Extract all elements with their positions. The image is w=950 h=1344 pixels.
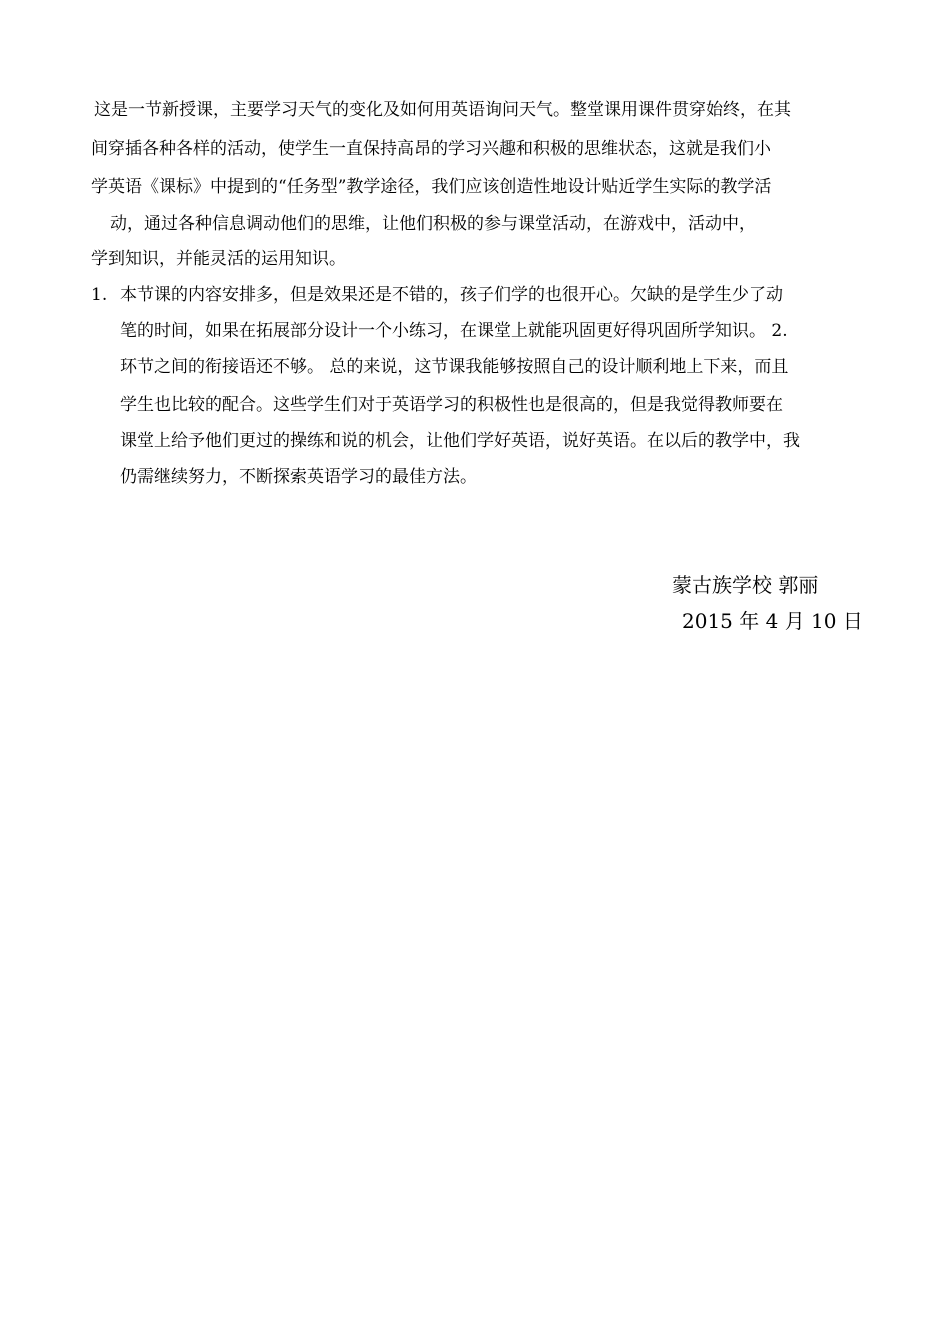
list-number: 1. [91,285,108,305]
list-line-3: 环节之间的衔接语还不够。 总的来说，这节课我能够按照自己的设计顺利地上下来，而且 [120,357,789,377]
intro-line-3: 学英语《课标》中提到的“任务型”教学途径，我们应该创造性地设计贴近学生实际的教学活 [91,177,772,197]
intro-line-1: 这是一节新授课，主要学习天气的变化及如何用英语询问天气。整堂课用课件贯穿始终，在其 [94,100,791,120]
intro-line-2: 间穿插各种各样的活动，使学生一直保持高昂的学习兴趣和积极的思维状态，这就是我们小 [91,139,771,159]
list-line-1: 本节课的内容安排多，但是效果还是不错的，孩子们学的也很开心。欠缺的是学生少了动 [120,285,783,305]
signature-author: 蒙古族学校 郭丽 [672,573,819,597]
signature-date: 2015 年 4 月 10 日 [682,609,863,633]
intro-line-4: 动，通过各种信息调动他们的思维，让他们积极的参与课堂活动，在游戏中，活动中， [110,214,756,234]
intro-line-5: 学到知识，并能灵活的运用知识。 [91,249,346,269]
list-line-2: 笔的时间，如果在拓展部分设计一个小练习，在课堂上就能巩固更好得巩固所学知识。 2. [120,321,788,341]
list-line-6: 仍需继续努力，不断探索英语学习的最佳方法。 [120,467,477,487]
list-line-5: 课堂上给予他们更过的操练和说的机会，让他们学好英语，说好英语。在以后的教学中，我 [120,431,800,451]
list-line-4: 学生也比较的配合。这些学生们对于英语学习的积极性也是很高的，但是我觉得教师要在 [120,395,783,415]
